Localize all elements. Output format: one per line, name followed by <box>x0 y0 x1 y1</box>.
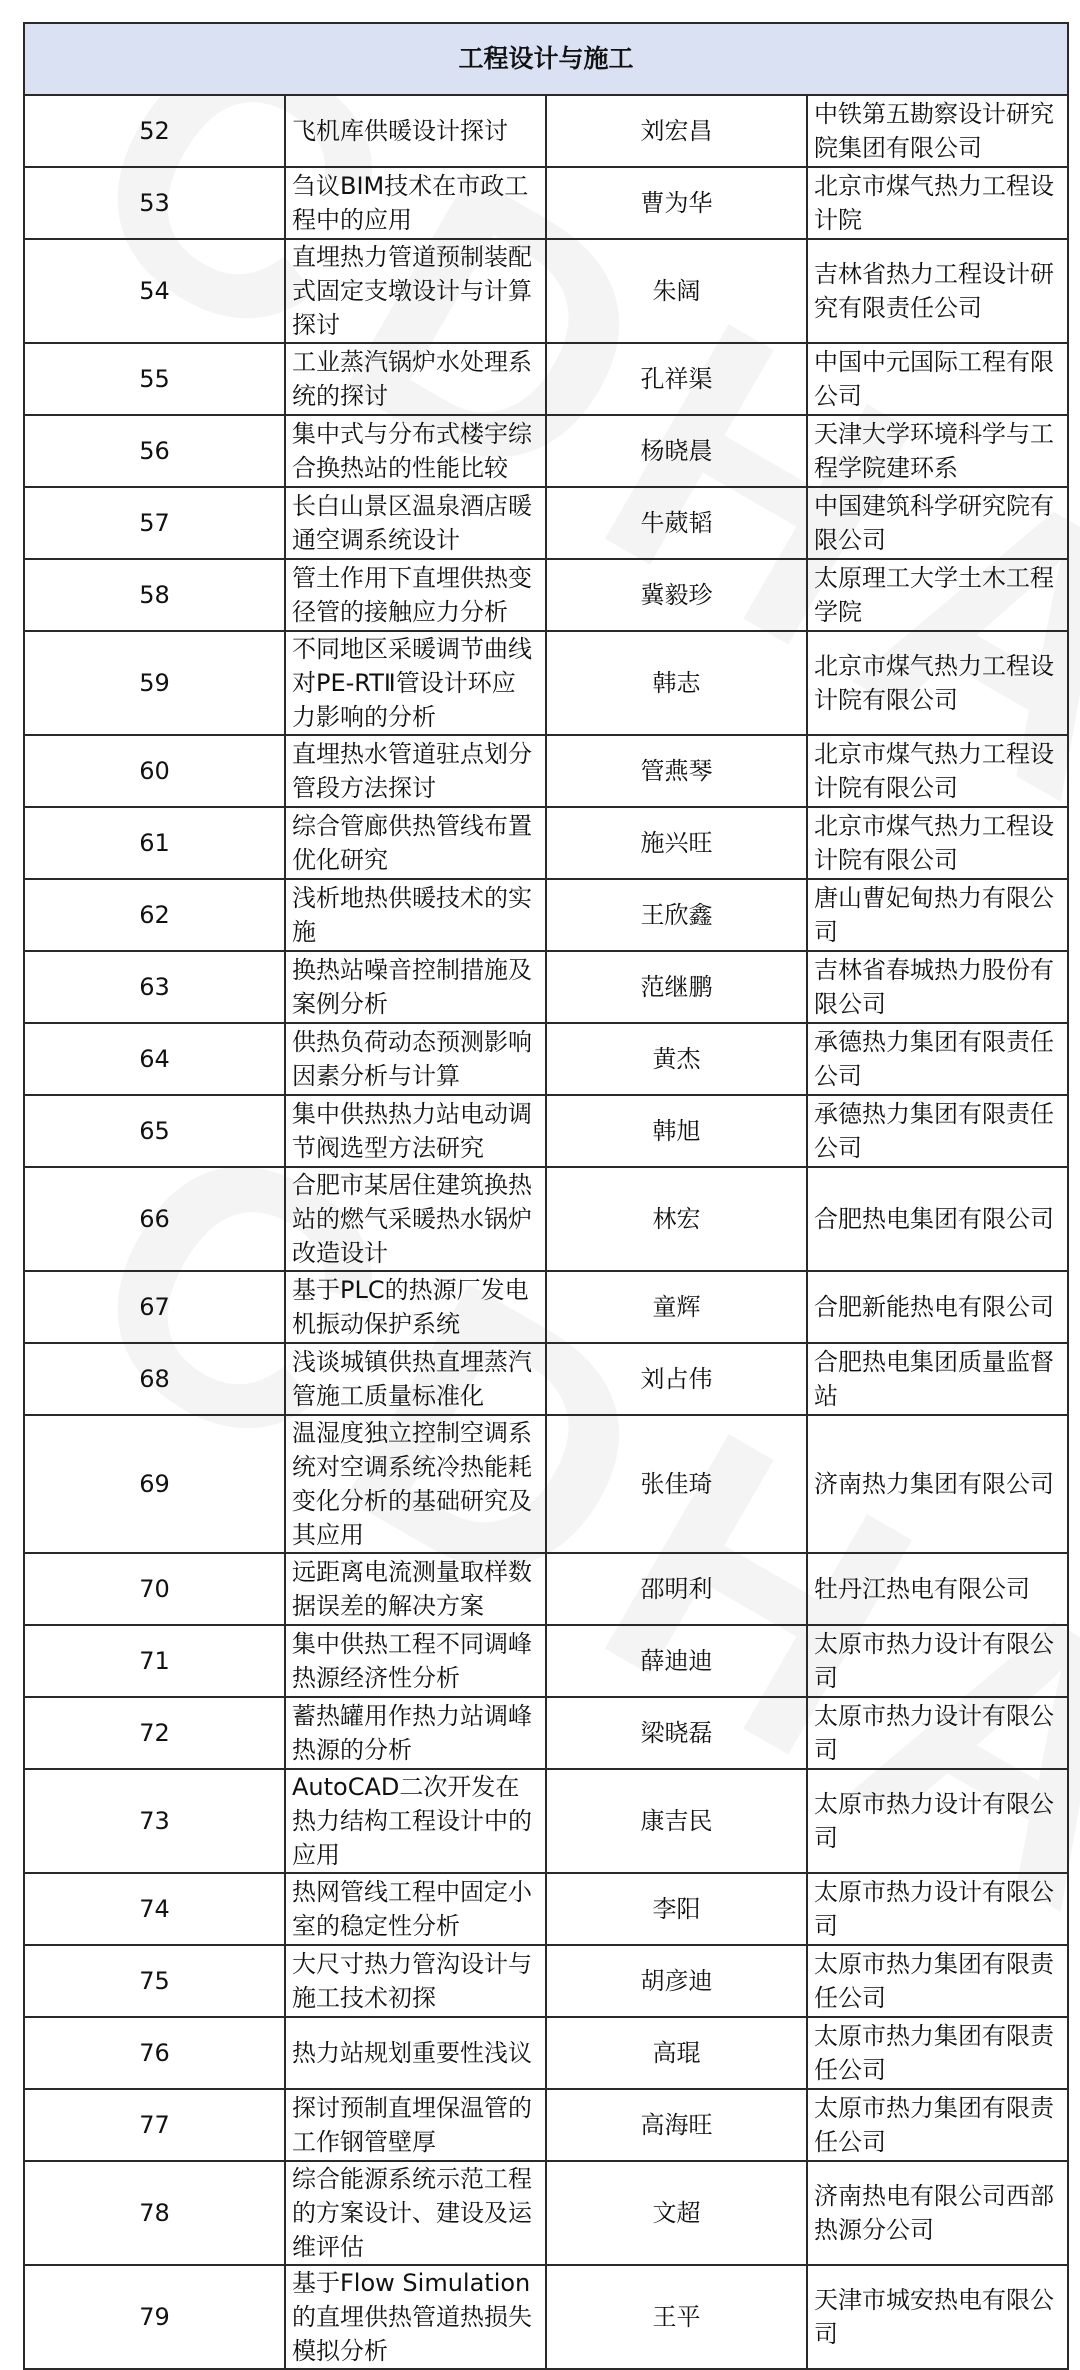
paper-title: 综合管廊供热管线布置优化研究 <box>285 807 546 879</box>
row-number: 65 <box>24 1095 285 1167</box>
row-number: 77 <box>24 2089 285 2161</box>
row-number: 60 <box>24 735 285 807</box>
paper-title: 飞机库供暖设计探讨 <box>285 95 546 167</box>
author-name: 文超 <box>546 2161 807 2265</box>
paper-title: 浅谈城镇供热直埋蒸汽管施工质量标准化 <box>285 1343 546 1415</box>
paper-title: 热网管线工程中固定小室的稳定性分析 <box>285 1873 546 1945</box>
row-number: 70 <box>24 1553 285 1625</box>
author-name: 韩志 <box>546 631 807 735</box>
table-row <box>24 1415 1068 1553</box>
author-name: 范继鹏 <box>546 951 807 1023</box>
organization-name: 北京市煤气热力工程设计院有限公司 <box>807 735 1068 807</box>
paper-list-sheet <box>23 22 1069 2370</box>
organization-name: 唐山曹妃甸热力有限公司 <box>807 879 1068 951</box>
author-name: 李阳 <box>546 1873 807 1945</box>
paper-title: 集中式与分布式楼宇综合换热站的性能比较 <box>285 415 546 487</box>
table-row <box>24 239 1068 343</box>
organization-name: 太原市热力集团有限责任公司 <box>807 1945 1068 2017</box>
author-name: 黄杰 <box>546 1023 807 1095</box>
row-number: 58 <box>24 559 285 631</box>
table-row <box>24 415 1068 487</box>
row-number: 59 <box>24 631 285 735</box>
row-number: 72 <box>24 1697 285 1769</box>
organization-name: 承德热力集团有限责任公司 <box>807 1095 1068 1167</box>
table-row <box>24 1343 1068 1415</box>
author-name: 张佳琦 <box>546 1415 807 1553</box>
paper-title: 换热站噪音控制措施及案例分析 <box>285 951 546 1023</box>
paper-title: 工业蒸汽锅炉水处理系统的探讨 <box>285 343 546 415</box>
organization-name: 北京市煤气热力工程设计院 <box>807 167 1068 239</box>
paper-title: 浅析地热供暖技术的实施 <box>285 879 546 951</box>
row-number: 66 <box>24 1167 285 1271</box>
paper-title: 探讨预制直埋保温管的工作钢管壁厚 <box>285 2089 546 2161</box>
author-name: 王欣鑫 <box>546 879 807 951</box>
paper-title: 蓄热罐用作热力站调峰热源的分析 <box>285 1697 546 1769</box>
paper-title: 综合能源系统示范工程的方案设计、建设及运维评估 <box>285 2161 546 2265</box>
row-number: 78 <box>24 2161 285 2265</box>
table-row <box>24 343 1068 415</box>
author-name: 杨晓晨 <box>546 415 807 487</box>
paper-title: 远距离电流测量取样数据误差的解决方案 <box>285 1553 546 1625</box>
row-number: 79 <box>24 2265 285 2369</box>
row-number: 71 <box>24 1625 285 1697</box>
organization-name: 中国建筑科学研究院有限公司 <box>807 487 1068 559</box>
organization-name: 太原市热力设计有限公司 <box>807 1625 1068 1697</box>
paper-title: 基于Flow Simulation的直埋供热管道热损失模拟分析 <box>285 2265 546 2369</box>
row-number: 56 <box>24 415 285 487</box>
table-row <box>24 559 1068 631</box>
author-name: 朱阔 <box>546 239 807 343</box>
paper-title: 供热负荷动态预测影响因素分析与计算 <box>285 1023 546 1095</box>
table-row <box>24 95 1068 167</box>
row-number: 54 <box>24 239 285 343</box>
row-number: 64 <box>24 1023 285 1095</box>
organization-name: 牡丹江热电有限公司 <box>807 1553 1068 1625</box>
paper-title: 不同地区采暖调节曲线对PE-RTⅡ管设计环应力影响的分析 <box>285 631 546 735</box>
author-name: 王平 <box>546 2265 807 2369</box>
row-number: 57 <box>24 487 285 559</box>
row-number: 53 <box>24 167 285 239</box>
organization-name: 太原市热力设计有限公司 <box>807 1873 1068 1945</box>
table-row <box>24 1625 1068 1697</box>
paper-title: 集中供热热力站电动调节阀选型方法研究 <box>285 1095 546 1167</box>
row-number: 73 <box>24 1769 285 1873</box>
paper-rows <box>24 95 1068 2369</box>
organization-name: 中国中元国际工程有限公司 <box>807 343 1068 415</box>
paper-title: 集中供热工程不同调峰热源经济性分析 <box>285 1625 546 1697</box>
author-name: 施兴旺 <box>546 807 807 879</box>
table-row <box>24 2265 1068 2369</box>
paper-list-table <box>23 22 1069 2370</box>
table-row <box>24 1167 1068 1271</box>
paper-title: 长白山景区温泉酒店暖通空调系统设计 <box>285 487 546 559</box>
paper-title: 温湿度独立控制空调系统对空调系统冷热能耗变化分析的基础研究及其应用 <box>285 1415 546 1553</box>
author-name: 曹为华 <box>546 167 807 239</box>
paper-title: 直埋热力管道预制装配式固定支墩设计与计算探讨 <box>285 239 546 343</box>
paper-title: 直埋热水管道驻点划分管段方法探讨 <box>285 735 546 807</box>
row-number: 67 <box>24 1271 285 1343</box>
table-row <box>24 2017 1068 2089</box>
author-name: 冀毅珍 <box>546 559 807 631</box>
table-row <box>24 2089 1068 2161</box>
section-header: 工程设计与施工 <box>24 23 1068 95</box>
table-row <box>24 2161 1068 2265</box>
organization-name: 合肥热电集团质量监督站 <box>807 1343 1068 1415</box>
row-number: 75 <box>24 1945 285 2017</box>
author-name: 康吉民 <box>546 1769 807 1873</box>
table-row <box>24 167 1068 239</box>
organization-name: 天津大学环境科学与工程学院建环系 <box>807 415 1068 487</box>
organization-name: 太原市热力设计有限公司 <box>807 1769 1068 1873</box>
paper-title: 管土作用下直埋供热变径管的接触应力分析 <box>285 559 546 631</box>
organization-name: 北京市煤气热力工程设计院有限公司 <box>807 631 1068 735</box>
organization-name: 太原市热力集团有限责任公司 <box>807 2089 1068 2161</box>
organization-name: 合肥热电集团有限公司 <box>807 1167 1068 1271</box>
author-name: 牛葳韬 <box>546 487 807 559</box>
organization-name: 太原理工大学土木工程学院 <box>807 559 1068 631</box>
author-name: 林宏 <box>546 1167 807 1271</box>
table-row <box>24 1023 1068 1095</box>
organization-name: 太原市热力集团有限责任公司 <box>807 2017 1068 2089</box>
table-row <box>24 879 1068 951</box>
author-name: 韩旭 <box>546 1095 807 1167</box>
row-number: 74 <box>24 1873 285 1945</box>
paper-title: 大尺寸热力管沟设计与施工技术初探 <box>285 1945 546 2017</box>
paper-title: 基于PLC的热源厂发电机振动保护系统 <box>285 1271 546 1343</box>
organization-name: 吉林省热力工程设计研究有限责任公司 <box>807 239 1068 343</box>
author-name: 梁晓磊 <box>546 1697 807 1769</box>
row-number: 63 <box>24 951 285 1023</box>
organization-name: 天津市城安热电有限公司 <box>807 2265 1068 2369</box>
paper-title: 刍议BIM技术在市政工程中的应用 <box>285 167 546 239</box>
table-row <box>24 1873 1068 1945</box>
table-row <box>24 631 1068 735</box>
organization-name: 济南热电有限公司西部热源分公司 <box>807 2161 1068 2265</box>
row-number: 68 <box>24 1343 285 1415</box>
organization-name: 承德热力集团有限责任公司 <box>807 1023 1068 1095</box>
table-row <box>24 1271 1068 1343</box>
author-name: 高海旺 <box>546 2089 807 2161</box>
row-number: 55 <box>24 343 285 415</box>
organization-name: 北京市煤气热力工程设计院有限公司 <box>807 807 1068 879</box>
table-row <box>24 1945 1068 2017</box>
author-name: 刘占伟 <box>546 1343 807 1415</box>
organization-name: 吉林省春城热力股份有限公司 <box>807 951 1068 1023</box>
organization-name: 济南热力集团有限公司 <box>807 1415 1068 1553</box>
row-number: 61 <box>24 807 285 879</box>
author-name: 童辉 <box>546 1271 807 1343</box>
author-name: 邵明利 <box>546 1553 807 1625</box>
author-name: 孔祥渠 <box>546 343 807 415</box>
table-row <box>24 1095 1068 1167</box>
author-name: 刘宏昌 <box>546 95 807 167</box>
table-row <box>24 1697 1068 1769</box>
paper-title: 合肥市某居住建筑换热站的燃气采暖热水锅炉改造设计 <box>285 1167 546 1271</box>
table-row <box>24 807 1068 879</box>
author-name: 胡彦迪 <box>546 1945 807 2017</box>
organization-name: 太原市热力设计有限公司 <box>807 1697 1068 1769</box>
table-row <box>24 1553 1068 1625</box>
table-row <box>24 735 1068 807</box>
author-name: 管燕琴 <box>546 735 807 807</box>
organization-name: 合肥新能热电有限公司 <box>807 1271 1068 1343</box>
row-number: 76 <box>24 2017 285 2089</box>
author-name: 薛迪迪 <box>546 1625 807 1697</box>
organization-name: 中铁第五勘察设计研究院集团有限公司 <box>807 95 1068 167</box>
table-row <box>24 1769 1068 1873</box>
paper-title: AutoCAD二次开发在热力结构工程设计中的应用 <box>285 1769 546 1873</box>
table-row <box>24 487 1068 559</box>
row-number: 52 <box>24 95 285 167</box>
row-number: 62 <box>24 879 285 951</box>
table-row <box>24 951 1068 1023</box>
author-name: 高琨 <box>546 2017 807 2089</box>
row-number: 69 <box>24 1415 285 1553</box>
paper-title: 热力站规划重要性浅议 <box>285 2017 546 2089</box>
